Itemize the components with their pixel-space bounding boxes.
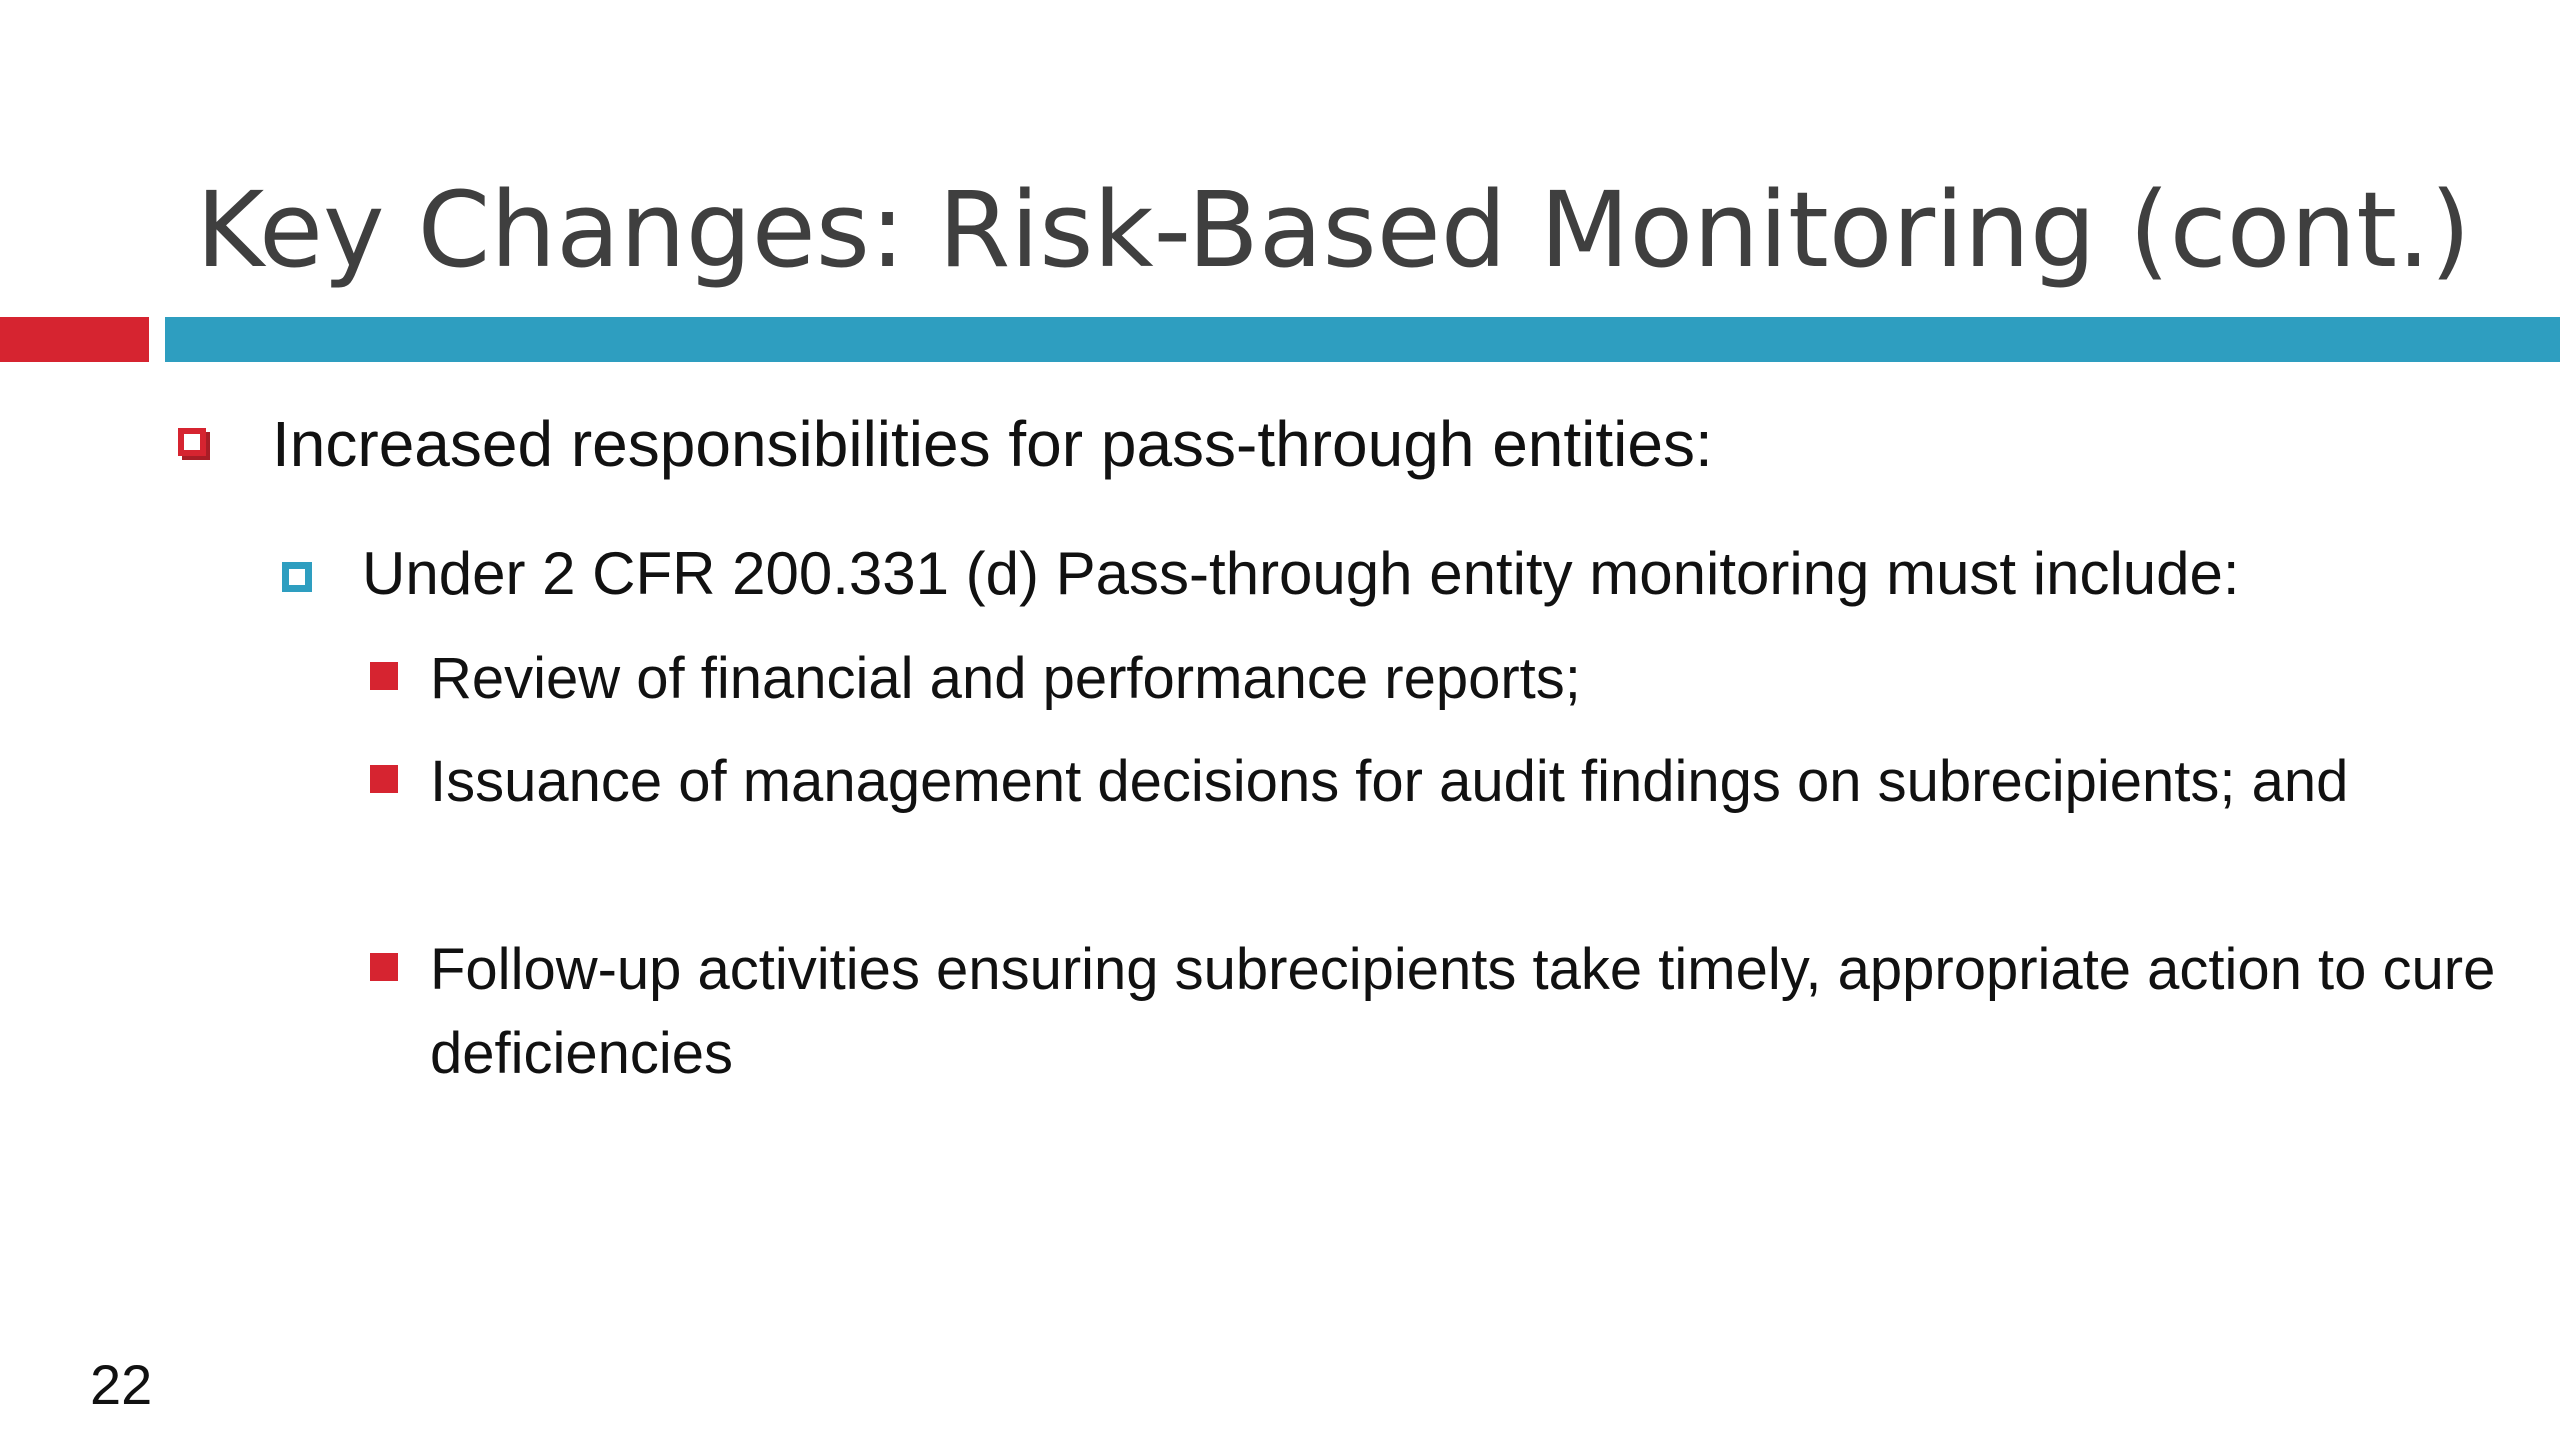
bullet-level1 (178, 402, 1713, 486)
bullet-level2 (282, 535, 2240, 613)
solid-square-bullet-icon (370, 662, 398, 690)
title-accent-bar-red (0, 317, 149, 362)
bullet-level3-item (370, 740, 2540, 824)
bullet-level3-text: Issuance of management decisions for audit findings on subrecipients; and (430, 749, 2349, 814)
slide-title: Key Changes: Risk-Based Monitoring (cont.) (196, 169, 2471, 291)
bullet-level1-text: Increased responsibilities for pass-through entities: (272, 408, 1713, 480)
bullet-level3-item (370, 928, 2540, 1096)
title-accent-bar-teal (165, 317, 2560, 362)
solid-square-bullet-icon (370, 765, 398, 793)
solid-square-bullet-icon (370, 953, 398, 981)
bullet-level3-item (370, 637, 2540, 721)
hollow-square-bullet-icon (282, 562, 312, 592)
page-number: 22 (90, 1353, 153, 1416)
hollow-square-bullet-icon (178, 428, 206, 456)
bullet-level3-text: Review of financial and performance reports; (430, 646, 1581, 711)
bullet-level3-text: Follow-up activities ensuring subrecipients take timely, appropriate action to cure deficiencies (430, 937, 2496, 1086)
bullet-level2-text: Under 2 CFR 200.331 (d) Pass-through entity monitoring must include: (362, 540, 2240, 607)
